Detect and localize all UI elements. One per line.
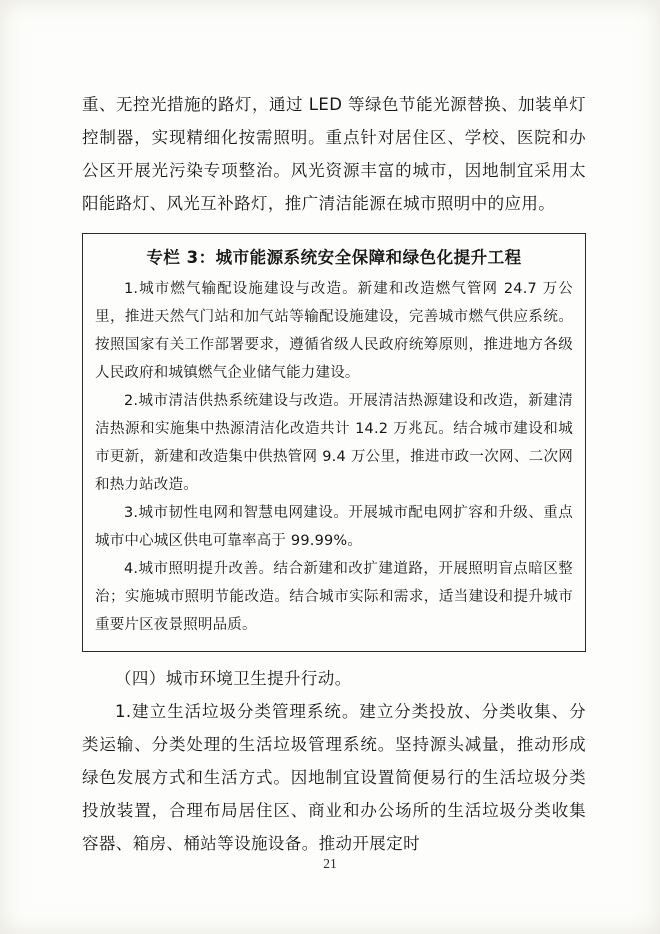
document-body	[82, 88, 586, 860]
callout-item: 3.城市韧性电网和智慧电网建设。开展城市配电网扩容和升级、重点城市中心城区供电可靠率高于 99.99%。	[95, 505, 573, 549]
section-heading: （四）城市环境卫生提升行动。	[115, 669, 352, 688]
body-paragraph: 1.建立生活垃圾分类管理系统。建立分类投放、分类收集、分类运输、分类处理的生活垃圾管理系统。坚持源头减量，推动形成绿色发展方式和生活方式。因地制宜设置简便易行的生活垃圾分类投放装置，合理布局居住区、商业和办公场所的生活垃圾分类收集容器、箱房、桶站等设施设备。推动开展定时	[82, 702, 586, 853]
callout-title: 专栏 3：城市能源系统安全保障和绿色化提升工程	[146, 248, 522, 267]
callout-item: 4.城市照明提升改善。结合新建和改扩建道路，开展照明盲点暗区整治；实施城市照明节能改造。结合城市实际和需求，适当建设和提升城市重要片区夜景照明品质。	[95, 561, 573, 633]
page-number: 21	[323, 856, 337, 871]
callout-item: 2.城市清洁供热系统建设与改造。开展清洁热源建设和改造，新建清洁热源和实施集中热源清洁化改造共计 14.2 万兆瓦。结合城市建设和城市更新，新建和改造集中供热管网 9.4 万公里，推进市政一次网、二次网和热力站改造。	[95, 393, 573, 493]
top-paragraph: 重、无控光措施的路灯，通过 LED 等绿色节能光源替换、加装单灯控制器，实现精细化按需照明。重点针对居住区、学校、医院和办公区开展光污染专项整治。风光资源丰富的城市，因地制宜采用太阳能路灯、风光互补路灯，推广清洁能源在城市照明中的应用。	[82, 95, 586, 213]
callout-box	[82, 233, 586, 652]
callout-item: 1.城市燃气输配设施建设与改造。新建和改造燃气管网 24.7 万公里，推进天然气门站和加气站等输配设施建设，完善城市燃气供应系统。按照国家有关工作部署要求，遵循省级人民政府统筹原则，推进地方各级人民政府和城镇燃气企业储气能力建设。	[95, 281, 573, 381]
